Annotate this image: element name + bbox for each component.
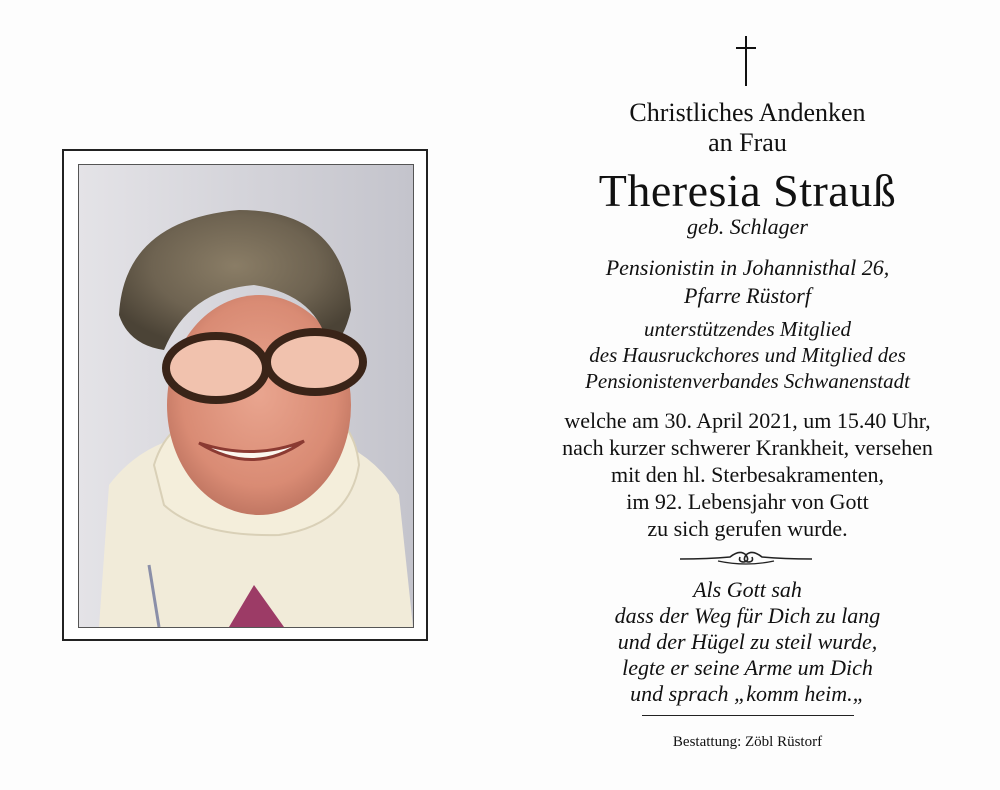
- membership-line: Pensionistenverbandes Schwanenstadt: [585, 369, 910, 393]
- memorial-heading: [535, 98, 960, 158]
- death-notice-line: nach kurzer schwerer Krankheit, versehen: [562, 435, 933, 460]
- memorial-poem: [535, 577, 960, 707]
- heading-line: Christliches Andenken: [629, 98, 866, 127]
- death-notice-line: welche am 30. April 2021, um 15.40 Uhr,: [564, 408, 931, 433]
- poem-line: dass der Weg für Dich zu lang: [614, 603, 881, 628]
- occupation-text: [535, 254, 960, 310]
- membership-line: des Hausruckchores und Mitglied des: [589, 343, 906, 367]
- occupation-line: Pfarre Rüstorf: [684, 283, 811, 308]
- portrait-illustration: [79, 165, 413, 627]
- membership-text: [535, 316, 960, 394]
- flourish-ornament-icon: [678, 547, 814, 569]
- deceased-name: Theresia Strauß: [598, 165, 897, 216]
- poem-line: und der Hügel zu steil wurde,: [617, 629, 878, 654]
- membership-line: unterstützendes Mitglied: [643, 317, 852, 341]
- birth-name: geb. Schlager: [687, 214, 808, 239]
- death-notice: [535, 407, 960, 542]
- cross-icon: [734, 36, 758, 86]
- death-notice-line: mit den hl. Sterbesakramenten,: [610, 462, 885, 487]
- occupation-line: Pensionistin in Johannisthal 26,: [605, 255, 890, 280]
- portrait-photo: [78, 164, 414, 628]
- poem-line: Als Gott sah: [693, 577, 802, 602]
- heading-line: an Frau: [708, 128, 787, 157]
- undertaker-credit: Bestattung: Zöbl Rüstorf: [672, 734, 823, 750]
- death-notice-line: zu sich gerufen wurde.: [647, 516, 848, 541]
- poem-line: und sprach „komm heim.„: [630, 681, 865, 706]
- portrait-frame: [62, 149, 428, 641]
- death-notice-line: im 92. Lebensjahr von Gott: [626, 489, 869, 514]
- poem-line: legte er seine Arme um Dich: [622, 655, 873, 680]
- divider-line: [642, 715, 854, 716]
